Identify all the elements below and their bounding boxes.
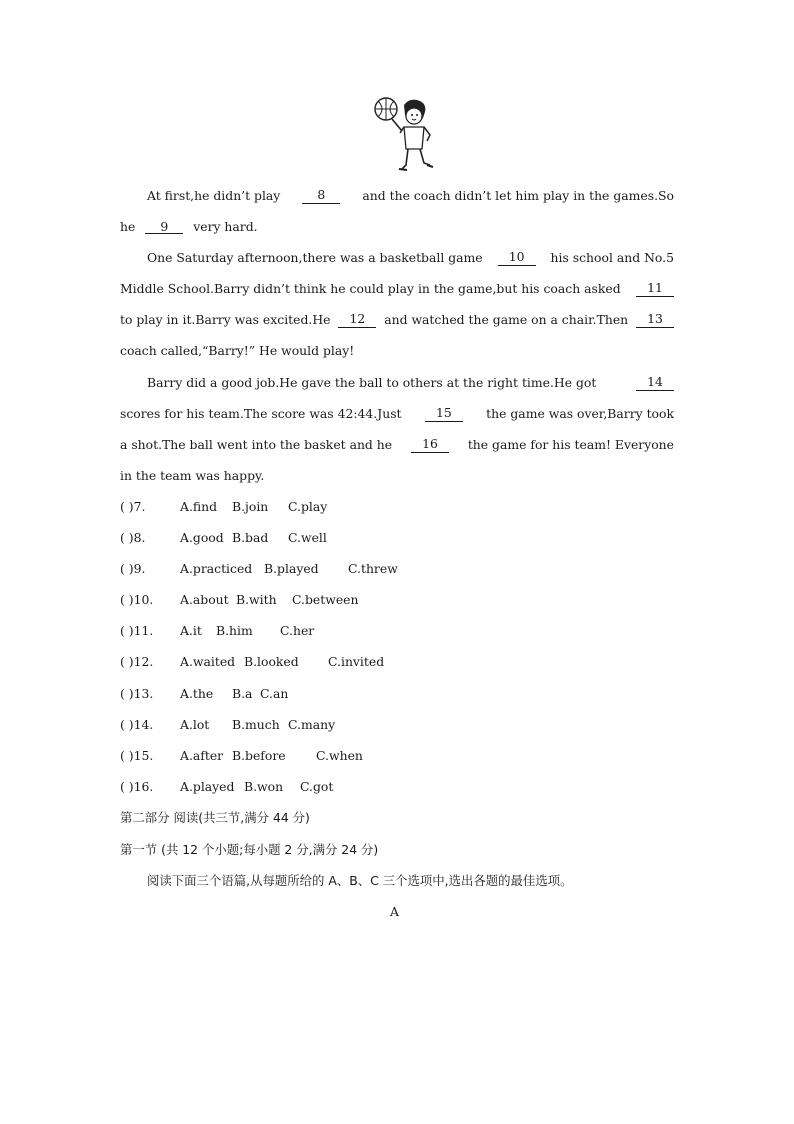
question-item — [120, 717, 335, 733]
blank-12: 12 — [338, 312, 376, 328]
option-a: A.good — [180, 530, 224, 545]
passage-line — [147, 375, 674, 391]
option-c: C.play — [288, 499, 328, 514]
passage-text: scores for his team.The score was 42:44.Just — [120, 406, 402, 421]
passage-line — [120, 437, 674, 453]
option-c: C.invited — [328, 654, 385, 669]
option-c: C.well — [288, 530, 327, 545]
passage-line — [120, 468, 674, 484]
option-b: B.won — [244, 779, 284, 794]
passage-text: One Saturday afternoon,there was a basketball game — [147, 250, 483, 265]
blank-11: 11 — [636, 281, 674, 297]
blank-8: 8 — [302, 188, 340, 204]
question-item — [120, 561, 398, 577]
option-b: B.with — [236, 592, 277, 607]
blank-16: 16 — [411, 437, 449, 453]
option-b: B.him — [216, 623, 253, 638]
option-c: C.an — [260, 686, 289, 701]
question-number: ( )13. — [120, 686, 154, 701]
passage-text: his school and No.5 — [550, 250, 674, 265]
question-item — [120, 654, 384, 670]
passage-line — [147, 188, 674, 204]
passage-text: the game was over,Barry took — [486, 406, 674, 421]
section-heading: 第一节 (共 12 个小题;每小题 2 分,满分 24 分) — [120, 842, 379, 857]
blank-9: 9 — [145, 220, 183, 234]
part-heading: 第二部分 阅读(共三节,满分 44 分) — [120, 810, 310, 825]
option-b: B.a — [232, 686, 253, 701]
question-number: ( )11. — [120, 623, 154, 638]
option-a: A.lot — [180, 717, 210, 732]
option-c: C.between — [292, 592, 359, 607]
passage-label: A — [390, 904, 399, 919]
question-item — [120, 623, 314, 639]
passage-text: the game for his team! Everyone — [467, 437, 674, 452]
option-c: C.her — [280, 623, 315, 638]
passage-text: and watched the game on a chair.Then — [384, 312, 629, 327]
question-item — [120, 592, 358, 608]
question-number: ( )15. — [120, 748, 154, 763]
option-b: B.much — [232, 717, 280, 732]
blank-15: 15 — [425, 406, 463, 422]
passage-text: coach called,“Barry!” He would play! — [120, 343, 355, 358]
option-a: A.about — [180, 592, 229, 607]
blank-10: 10 — [498, 250, 536, 266]
passage-text: in the team was happy. — [120, 468, 265, 483]
passage-line — [147, 250, 674, 266]
question-number: ( )12. — [120, 654, 154, 669]
blank-14: 14 — [636, 375, 674, 391]
question-item — [120, 499, 327, 515]
question-number: ( )8. — [120, 530, 146, 545]
instruction-text: 阅读下面三个语篇,从每题所给的 A、B、C 三个选项中,选出各题的最佳选项。 — [147, 873, 573, 888]
question-item — [120, 530, 327, 546]
option-a: A.practiced — [180, 561, 253, 576]
passage-text: very hard. — [193, 219, 258, 234]
option-a: A.it — [180, 623, 202, 638]
option-a: A.waited — [180, 654, 236, 669]
option-c: C.many — [288, 717, 336, 732]
option-c: C.threw — [348, 561, 398, 576]
question-item — [120, 748, 363, 764]
option-b: B.played — [264, 561, 319, 576]
option-c: C.got — [300, 779, 334, 794]
option-a: A.find — [180, 499, 218, 514]
question-number: ( )10. — [120, 592, 154, 607]
question-number: ( )7. — [120, 499, 146, 514]
passage-line — [120, 343, 674, 359]
question-number: ( )14. — [120, 717, 154, 732]
option-b: B.looked — [244, 654, 299, 669]
boy-basketball-illustration — [370, 95, 440, 177]
option-a: A.played — [180, 779, 235, 794]
passage-line — [120, 312, 674, 328]
question-number: ( )9. — [120, 561, 146, 576]
option-c: C.when — [316, 748, 363, 763]
passage-text: a shot.The ball went into the basket and he — [120, 437, 393, 452]
option-b: B.before — [232, 748, 286, 763]
passage-text: to play in it.Barry was excited.He — [120, 312, 331, 327]
passage-text: At first,he didn’t play — [147, 188, 281, 203]
question-item — [120, 686, 288, 702]
question-item — [120, 779, 333, 795]
option-a: A.after — [180, 748, 224, 763]
passage-text: Middle School.Barry didn’t think he could play in the game,but his coach asked — [120, 281, 621, 296]
passage-text: he — [120, 219, 136, 234]
option-b: B.bad — [232, 530, 269, 545]
passage-line — [120, 219, 674, 235]
blank-13: 13 — [636, 312, 674, 328]
passage-line — [120, 281, 674, 297]
passage-line — [120, 406, 674, 422]
question-number: ( )16. — [120, 779, 154, 794]
option-b: B.join — [232, 499, 269, 514]
passage-text: and the coach didn’t let him play in the games.So — [362, 188, 674, 203]
passage-text: Barry did a good job.He gave the ball to others at the right time.He got — [147, 375, 597, 390]
option-a: A.the — [180, 686, 214, 701]
